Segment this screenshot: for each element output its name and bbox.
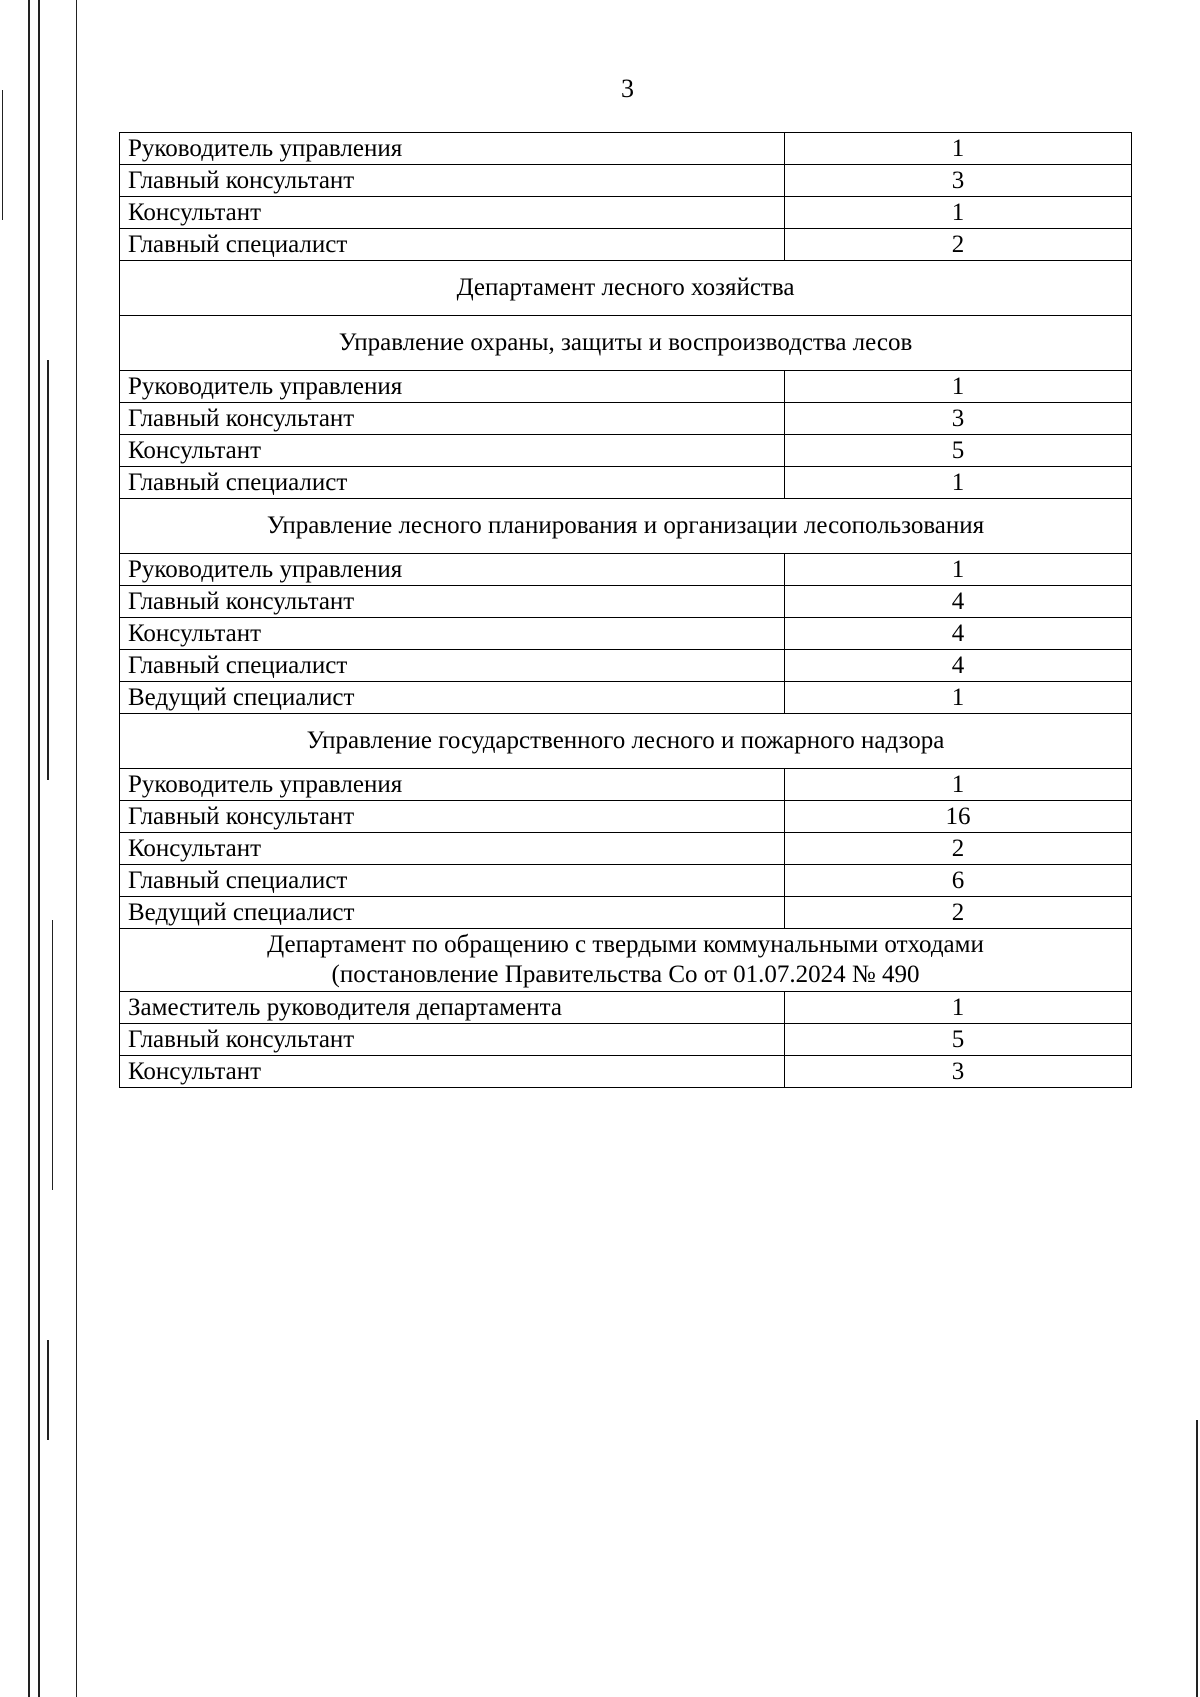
section-title-line: Департамент лесного хозяйства [456, 274, 795, 301]
position-cell: Главный специалист [120, 229, 785, 261]
section-title-line: Управление охраны, защиты и воспроизводства лесов [338, 329, 913, 356]
scan-edge-line [47, 1340, 49, 1440]
section-title [120, 714, 1132, 769]
scan-edge-line [52, 920, 53, 1190]
count-cell: 1 [785, 992, 1132, 1024]
position-cell: Консультант [120, 833, 785, 865]
section-header-row [120, 714, 1132, 769]
table-row [120, 650, 1132, 682]
count-cell: 1 [785, 554, 1132, 586]
count-cell: 1 [785, 769, 1132, 801]
position-cell: Консультант [120, 618, 785, 650]
section-title [120, 316, 1132, 371]
table-row [120, 403, 1132, 435]
count-cell: 3 [785, 1056, 1132, 1088]
table-row [120, 467, 1132, 499]
page-number: 3 [621, 74, 634, 103]
position-cell: Руководитель управления [120, 371, 785, 403]
scan-edge-line [47, 360, 49, 780]
table-row [120, 801, 1132, 833]
count-cell: 2 [785, 833, 1132, 865]
count-cell: 1 [785, 467, 1132, 499]
position-cell: Консультант [120, 197, 785, 229]
section-header-row [120, 499, 1132, 554]
position-cell: Руководитель управления [120, 554, 785, 586]
table-row [120, 897, 1132, 929]
position-cell: Главный специалист [120, 467, 785, 499]
section-title-line: (постановление Правительства Со от 01.07.2024 № 490 [331, 961, 920, 988]
section-title [120, 929, 1132, 992]
position-cell: Главный консультант [120, 165, 785, 197]
section-title-line: Управление лесного планирования и организации лесопользования [266, 512, 985, 539]
position-cell: Ведущий специалист [120, 897, 785, 929]
count-cell: 4 [785, 618, 1132, 650]
section-title-line: Департамент по обращению с твердыми коммунальными отходами [267, 931, 984, 958]
table-row [120, 1024, 1132, 1056]
scan-edge-line [1196, 1420, 1198, 1697]
position-cell: Главный специалист [120, 865, 785, 897]
position-cell: Руководитель управления [120, 133, 785, 165]
count-cell: 1 [785, 371, 1132, 403]
section-title [120, 261, 1132, 316]
count-cell: 5 [785, 435, 1132, 467]
scan-edge-line [76, 0, 77, 1697]
position-cell: Консультант [120, 435, 785, 467]
table-row [120, 371, 1132, 403]
count-cell: 1 [785, 197, 1132, 229]
count-cell: 5 [785, 1024, 1132, 1056]
table-row [120, 586, 1132, 618]
table-row [120, 554, 1132, 586]
table-row [120, 133, 1132, 165]
position-cell: Главный консультант [120, 801, 785, 833]
count-cell: 1 [785, 133, 1132, 165]
table-row [120, 833, 1132, 865]
scan-edge-line [2, 90, 3, 220]
position-cell: Главный консультант [120, 403, 785, 435]
position-cell: Заместитель руководителя департамента [120, 992, 785, 1024]
section-header-row [120, 316, 1132, 371]
count-cell: 16 [785, 801, 1132, 833]
table-row [120, 1056, 1132, 1088]
table-row [120, 229, 1132, 261]
section-header-row [120, 929, 1132, 992]
section-title-line: Управление государственного лесного и пожарного надзора [306, 727, 945, 754]
scan-edge-line [38, 0, 40, 1697]
table-row [120, 197, 1132, 229]
position-cell: Ведущий специалист [120, 682, 785, 714]
section-header-row [120, 261, 1132, 316]
table-row [120, 865, 1132, 897]
staff-table [119, 132, 1132, 1088]
table-row [120, 682, 1132, 714]
count-cell: 1 [785, 682, 1132, 714]
position-cell: Главный консультант [120, 1024, 785, 1056]
table-row [120, 435, 1132, 467]
table-row [120, 769, 1132, 801]
scan-edge-line [28, 0, 30, 1697]
count-cell: 3 [785, 165, 1132, 197]
position-cell: Руководитель управления [120, 769, 785, 801]
position-cell: Главный специалист [120, 650, 785, 682]
section-title [120, 499, 1132, 554]
position-cell: Главный консультант [120, 586, 785, 618]
count-cell: 6 [785, 865, 1132, 897]
table-row [120, 992, 1132, 1024]
count-cell: 4 [785, 586, 1132, 618]
count-cell: 2 [785, 229, 1132, 261]
count-cell: 3 [785, 403, 1132, 435]
staff-table-body [120, 133, 1132, 1088]
count-cell: 2 [785, 897, 1132, 929]
table-row [120, 165, 1132, 197]
count-cell: 4 [785, 650, 1132, 682]
position-cell: Консультант [120, 1056, 785, 1088]
table-row [120, 618, 1132, 650]
